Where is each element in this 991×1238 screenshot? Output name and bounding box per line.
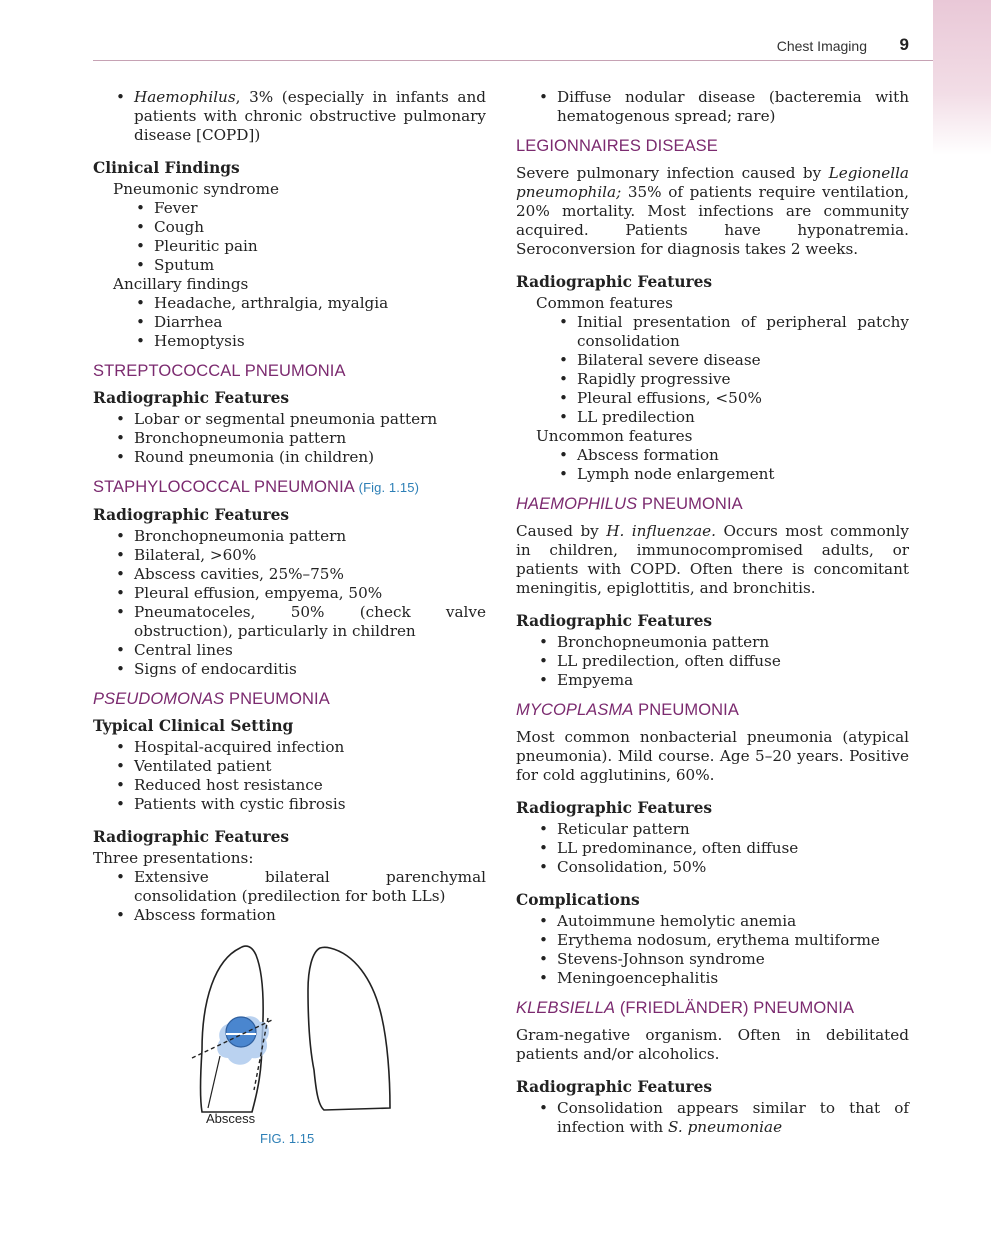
list-item: • Pleuritic pain	[134, 237, 486, 256]
section-heading-legionnaires: LEGIONNAIRES DISEASE	[516, 137, 718, 155]
list-item: • Round pneumonia (in children)	[114, 448, 486, 467]
ancillary-findings-label: Ancillary findings	[113, 275, 249, 293]
list-item: • Autoimmune hemolytic anemia	[537, 912, 909, 931]
list-item: • Meningoencephalitis	[537, 969, 909, 988]
list-item: • Bilateral severe disease	[557, 351, 909, 370]
right-column	[516, 88, 909, 1137]
subheading-clinical-findings: Clinical Findings	[93, 159, 240, 177]
list-item: • Hospital-acquired infection	[114, 738, 486, 757]
list-item: • Signs of endocarditis	[114, 660, 486, 679]
pneumonic-list	[93, 199, 486, 275]
page-corner-tab	[933, 0, 991, 155]
subheading-radiographic: Radiographic Features	[516, 273, 713, 291]
list-item: • Empyema	[537, 671, 909, 690]
list-item: • Abscess formation	[114, 906, 486, 925]
left-column	[93, 88, 486, 925]
list-item: • Diarrhea	[134, 313, 486, 332]
page-number: 9	[899, 35, 909, 54]
pseudo-setting-list	[93, 738, 486, 814]
abscess-cavity	[226, 1017, 256, 1047]
section-heading-klebsiella: KLEBSIELLA (FRIEDLÄNDER) PNEUMONIA	[516, 999, 855, 1017]
list-item: • Lobar or segmental pneumonia pattern	[114, 410, 486, 429]
list-item: • Central lines	[114, 641, 486, 660]
subheading-radiographic: Radiographic Features	[516, 612, 713, 630]
haemophilus-paragraph: Caused by H. influenzae. Occurs most commonly in children, immunocompromised adults, or patients with COPD. Often there is concomitant meningitis, epiglottitis, and bronchitis.	[516, 522, 909, 597]
figure-caption: FIG. 1.15	[260, 1131, 315, 1146]
subheading-radiographic: Radiographic Features	[93, 828, 290, 846]
legionnaires-paragraph: Severe pulmonary infection caused by Legionella pneumophila; 35% of patients require ventilation, 20% mortality. Most infections are community acquired. Patients have hyponatremia. Seroconversion for diagnosis takes 2 weeks.	[516, 164, 909, 258]
running-head: Chest Imaging	[776, 38, 867, 54]
list-item: • Bronchopneumonia pattern	[114, 527, 486, 546]
ancillary-list	[93, 294, 486, 351]
list-item: • Lymph node enlargement	[557, 465, 909, 484]
list-item: • Extensive bilateral parenchymal consolidation (predilection for both LLs)	[114, 868, 486, 906]
list-item: • Bronchopneumonia pattern	[537, 633, 909, 652]
list-item: • Abscess formation	[557, 446, 909, 465]
staph-list	[93, 527, 486, 679]
subheading-clinical-setting: Typical Clinical Setting	[93, 717, 294, 735]
bullet-list	[93, 88, 486, 145]
list-item: • Stevens-Johnson syndrome	[537, 950, 909, 969]
section-heading-streptococcal: STREPTOCOCCAL PNEUMONIA	[93, 362, 346, 380]
list-item: • Pneumatoceles, 50% (check valve obstruction), particularly in children	[114, 603, 486, 641]
haemophilus-list	[516, 633, 909, 690]
subheading-radiographic: Radiographic Features	[516, 799, 713, 817]
list-item: • Cough	[134, 218, 486, 237]
uncommon-features-list	[516, 446, 909, 484]
list-item: • Hemoptysis	[134, 332, 486, 351]
list-item: • Bronchopneumonia pattern	[114, 429, 486, 448]
complications-list	[516, 912, 909, 988]
header-rule	[93, 60, 933, 61]
klebsiella-paragraph: Gram-negative organism. Often in debilitated patients and/or alcoholics.	[516, 1026, 909, 1063]
list-item: • Rapidly progressive	[557, 370, 909, 389]
list-item: • Reduced host resistance	[114, 776, 486, 795]
list-item: • Sputum	[134, 256, 486, 275]
list-item: • Fever	[134, 199, 486, 218]
pseudo-radiographic-list	[93, 868, 486, 925]
figure-label-abscess: Abscess	[206, 1111, 256, 1126]
section-heading-pseudomonas: PSEUDOMONAS PNEUMONIA	[93, 690, 330, 708]
label-pointer	[208, 1056, 220, 1108]
list-item: • Bilateral, >60%	[114, 546, 486, 565]
uncommon-features-label: Uncommon features	[536, 427, 693, 445]
klebsiella-list	[516, 1099, 909, 1137]
list-item: • Initial presentation of peripheral patchy consolidation	[557, 313, 909, 351]
common-features-label: Common features	[536, 294, 673, 312]
pneumonic-syndrome-label: Pneumonic syndrome	[113, 180, 279, 198]
list-item: • Ventilated patient	[114, 757, 486, 776]
figure-reference-link[interactable]: (Fig. 1.15)	[358, 480, 419, 495]
list-item: • LL predilection	[557, 408, 909, 427]
list-item: • Haemophilus, 3% (especially in infants and patients with chronic obstructive pulmonary disease [COPD])	[114, 88, 486, 145]
list-item: • Pleural effusion, empyema, 50%	[114, 584, 486, 603]
strep-list	[93, 410, 486, 467]
list-item: • Erythema nodosum, erythema multiforme	[537, 931, 909, 950]
subheading-radiographic: Radiographic Features	[516, 1078, 713, 1096]
list-item: • Headache, arthralgia, myalgia	[134, 294, 486, 313]
list-item: • Patients with cystic fibrosis	[114, 795, 486, 814]
list-item: • Abscess cavities, 25%–75%	[114, 565, 486, 584]
subheading-radiographic: Radiographic Features	[93, 389, 290, 407]
left-lung-outline	[308, 947, 390, 1110]
section-heading-haemophilus: HAEMOPHILUS PNEUMONIA	[516, 495, 743, 513]
list-item: • Pleural effusions, <50%	[557, 389, 909, 408]
common-features-list	[516, 313, 909, 427]
subheading-complications: Complications	[516, 891, 640, 909]
list-item: • Reticular pattern	[537, 820, 909, 839]
mycoplasma-list	[516, 820, 909, 877]
list-item: • LL predilection, often diffuse	[537, 652, 909, 671]
mycoplasma-paragraph: Most common nonbacterial pneumonia (atypical pneumonia). Mild course. Age 5–20 years. Positive for cold agglutinins, 60%.	[516, 728, 909, 784]
list-item: • Diffuse nodular disease (bacteremia with hematogenous spread; rare)	[537, 88, 909, 126]
list-item: • Consolidation, 50%	[537, 858, 909, 877]
presentations-intro: Three presentations:	[93, 849, 254, 867]
subheading-radiographic: Radiographic Features	[93, 506, 290, 524]
bullet-list	[516, 88, 909, 126]
list-item: • Consolidation appears similar to that of infection with S. pneumoniae	[537, 1099, 909, 1137]
section-heading-staphylococcal: STAPHYLOCOCCAL PNEUMONIA (Fig. 1.15)	[93, 478, 419, 496]
list-item: • LL predominance, often diffuse	[537, 839, 909, 858]
section-heading-mycoplasma: MYCOPLASMA PNEUMONIA	[516, 701, 739, 719]
